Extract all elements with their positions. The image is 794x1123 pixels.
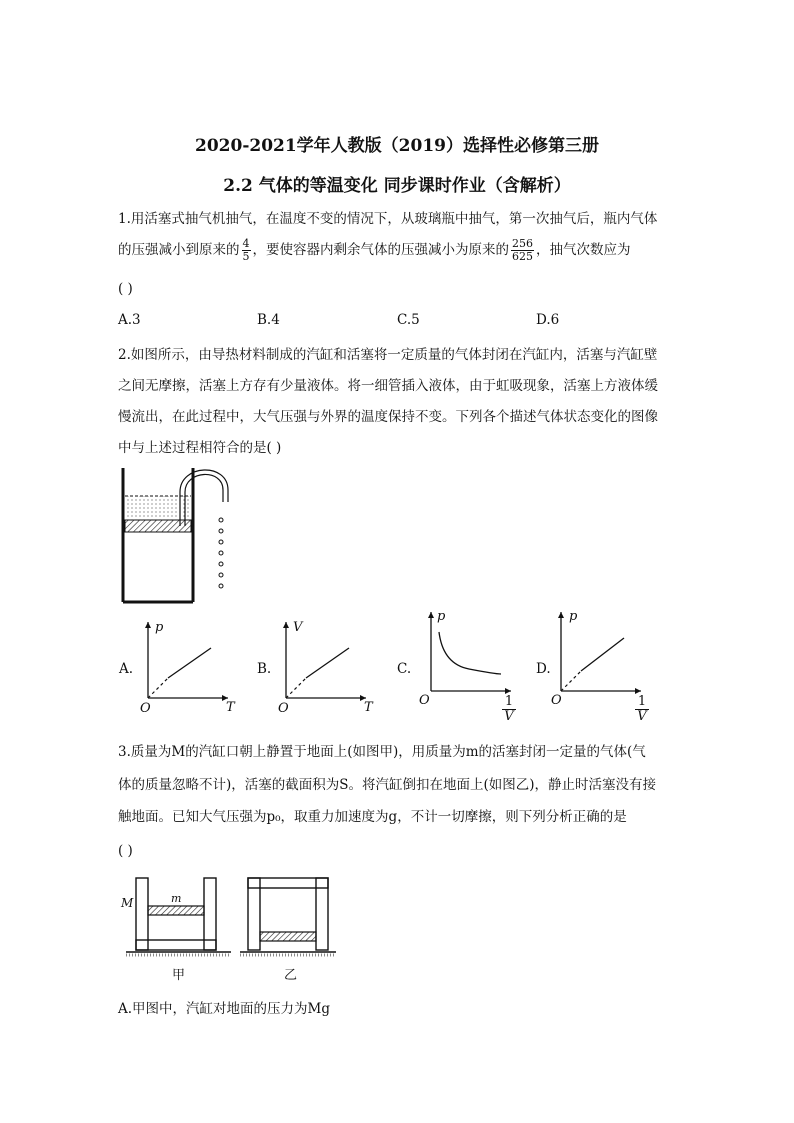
fig-jia-label-m: m [171, 892, 182, 905]
q1-option-d: D.6 [536, 312, 560, 328]
q2-line-1: 2.如图所示，由导热材料制成的汽缸和活塞将一定质量的气体封闭在汽缸内，活塞与汽缸壁 [118, 347, 658, 363]
q2-graph-d-ylabel: p [569, 609, 578, 624]
q1-line-2-post: ，抽气次数应为 [536, 242, 631, 258]
cylinder-figure-yi [240, 876, 340, 962]
q2-graph-d-origin: O [551, 693, 562, 708]
siphon-cylinder-figure [118, 462, 238, 607]
frac1-num: 4 [242, 237, 250, 250]
frac1-den: 5 [242, 250, 250, 263]
q3-paren: ( ) [118, 843, 133, 859]
q1-fraction-1 [242, 238, 251, 263]
q2-graph-a-origin: O [140, 701, 151, 716]
title-line-1: 2020-2021学年人教版（2019）选择性必修第三册 [195, 136, 599, 156]
fig-yi-caption: 乙 [284, 968, 298, 983]
q2-graph-d-xlabel [635, 695, 649, 724]
q1-option-c: C.5 [397, 312, 420, 328]
q1-option-a: A.3 [118, 312, 141, 328]
q1-option-b: B.4 [257, 312, 280, 328]
q2-graph-a-option: A. [119, 661, 134, 677]
q1-line-2 [118, 238, 631, 263]
cylinder-figure-jia [126, 876, 236, 962]
q3-line-1: 3.质量为M的汽缸口朝上静置于地面上(如图甲)，用质量为m的活塞封闭一定量的气体(气 [118, 744, 646, 760]
q2-graph-a-xlabel: T [226, 700, 235, 715]
title-line-2: 2.2 气体的等温变化 同步课时作业（含解析） [223, 176, 571, 196]
q2-graph-b-origin: O [278, 701, 289, 716]
q1-paren: ( ) [118, 281, 133, 297]
q2-graph-b-option: B. [257, 661, 272, 677]
q2-graph-b-xlabel: T [364, 700, 373, 715]
q2-graph-d [561, 612, 641, 692]
q2-graph-d-xlabel-den: V [637, 709, 647, 724]
q3-line-2: 体的质量忽略不计)，活塞的截面积为S。将汽缸倒扣在地面上(如图乙)，静止时活塞没有接 [118, 777, 657, 793]
frac2-num: 256 [512, 237, 533, 250]
q2-graph-c-ylabel: p [437, 609, 446, 624]
q2-graph-d-option: D. [536, 661, 551, 677]
frac2-den: 625 [512, 250, 533, 263]
q3-option-a: A.甲图中，汽缸对地面的压力为Mg [118, 1001, 331, 1017]
q2-graph-c [431, 612, 511, 692]
q2-graph-c-xlabel [502, 695, 516, 724]
fig-jia-caption: 甲 [172, 968, 186, 983]
q2-graph-c-xlabel-den: V [504, 709, 514, 724]
q2-line-3: 慢流出，在此过程中，大气压强与外界的温度保持不变。下列各个描述气体状态变化的图像 [118, 409, 658, 425]
q1-fraction-2 [511, 238, 534, 263]
q2-line-2: 之间无摩擦，活塞上方存有少量液体。将一细管插入液体，由于虹吸现象，活塞上方液体缓 [118, 378, 658, 394]
q3-line-3: 触地面。已知大气压强为p₀，取重力加速度为g，不计一切摩擦，则下列分析正确的是 [118, 809, 627, 825]
fig-jia-label-M: M [121, 896, 134, 910]
q1-line-1: 1.用活塞式抽气机抽气，在温度不变的情况下，从玻璃瓶中抽气，第一次抽气后，瓶内气体 [118, 211, 658, 227]
q2-graph-c-xlabel-num: 1 [502, 695, 516, 710]
q2-graph-c-option: C. [397, 661, 412, 677]
q1-line-2-pre: 的压强减小到原来的 [118, 242, 240, 258]
q2-graph-d-xlabel-num: 1 [635, 695, 649, 710]
q2-graph-b-ylabel: V [293, 620, 303, 635]
q2-graph-c-origin: O [419, 693, 430, 708]
q2-graph-a-ylabel: p [155, 620, 164, 635]
q2-line-4: 中与上述过程相符合的是( ) [118, 440, 282, 456]
q1-line-2-mid: ，要使容器内剩余气体的压强减小为原来的 [252, 242, 509, 258]
